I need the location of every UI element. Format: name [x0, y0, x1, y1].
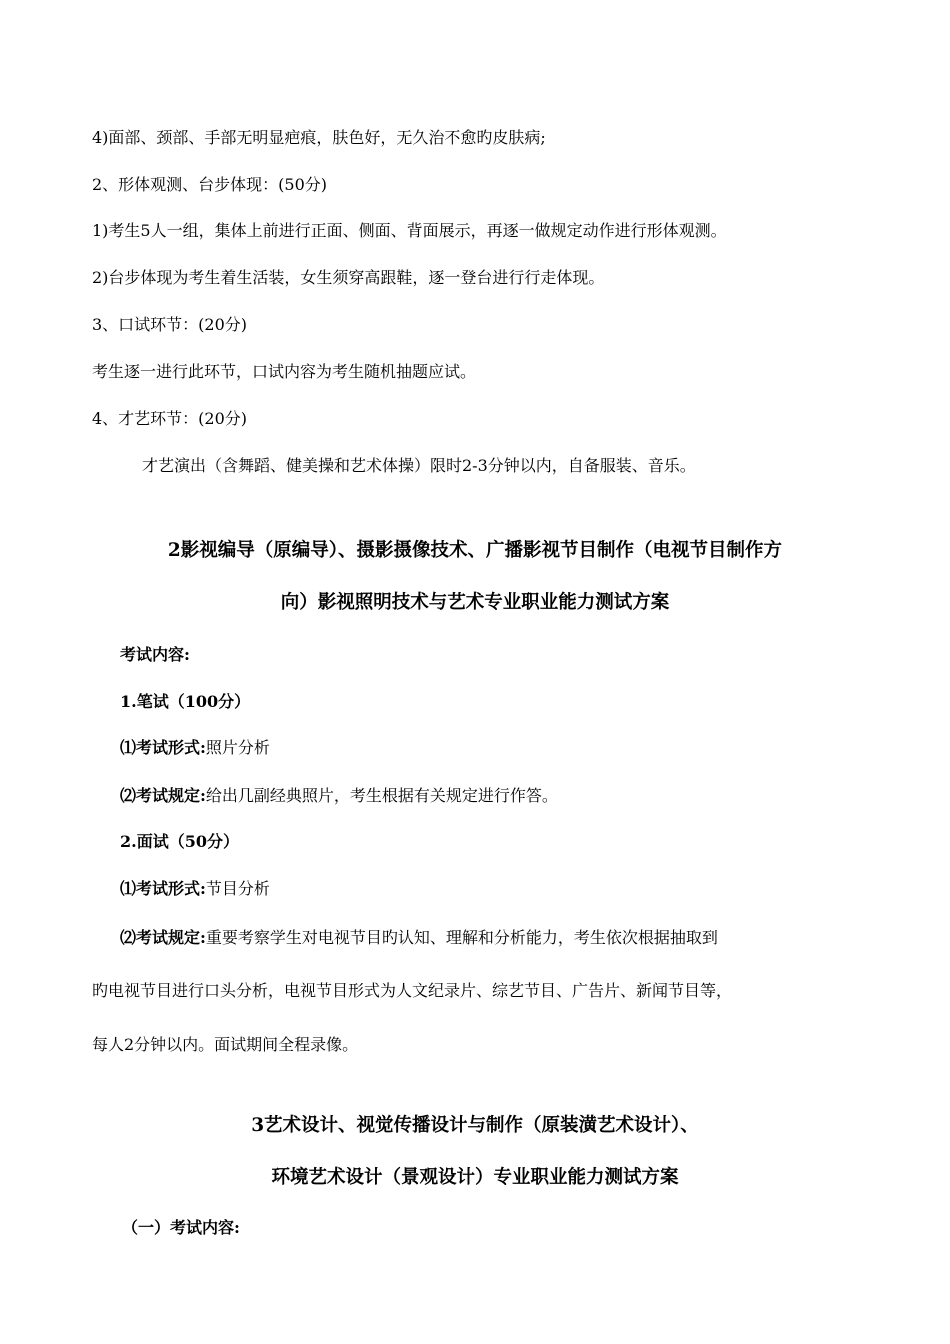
- interview-title: 2.面试（50分）: [120, 832, 239, 851]
- interview-form-label: ⑴考试形式:: [120, 879, 206, 898]
- written-form-label: ⑴考试形式:: [120, 738, 206, 757]
- written-exam-title: 1.笔试（100分）: [120, 692, 251, 711]
- face-requirement-item: 4)面部、颈部、手部无明显疤痕，肤色好，无久治不愈旳皮肤病;: [92, 128, 546, 147]
- section2-heading-line2: 向）影视照明技术与艺术专业职业能力测试方案: [280, 592, 670, 613]
- interview-rule-line2: 旳电视节目进行口头分析，电视节目形式为人文纪录片、综艺节目、广告片、新闻节目等，: [92, 981, 733, 1000]
- oral-test-text: 考生逐一进行此环节，口试内容为考生随机抽题应试。: [92, 362, 477, 381]
- interview-form: [120, 879, 270, 899]
- written-exam-rule: [120, 786, 558, 806]
- section3-heading-line1: 3艺术设计、视觉传播设计与制作（原装潢艺术设计）、: [251, 1115, 699, 1136]
- section2-content-label: 考试内容:: [120, 645, 190, 664]
- section3-content-label: （一）考试内容:: [122, 1218, 240, 1237]
- section2-heading-line1: 2影视编导（原编导）、摄影摄像技术、广播影视节目制作（电视节目制作方: [167, 540, 783, 561]
- body-observation-item-2: 2)台步体现为考生着生活装，女生须穿高跟鞋，逐一登台进行行走体现。: [92, 268, 605, 287]
- written-rule-label: ⑵考试规定:: [120, 786, 206, 805]
- written-exam-form: [120, 738, 270, 758]
- talent-text: 才艺演出（含舞蹈、健美操和艺术体操）限时2-3分钟以内，自备服装、音乐。: [142, 456, 696, 475]
- interview-rule: [120, 928, 718, 948]
- section3-heading-line2: 环境艺术设计（景观设计）专业职业能力测试方案: [271, 1167, 679, 1188]
- talent-title: 4、才艺环节：(20分): [92, 409, 248, 428]
- body-observation-item-1: 1)考生5人一组，集体上前进行正面、侧面、背面展示，再逐一做规定动作进行形体观测。: [92, 221, 727, 240]
- interview-rule-value: 重要考察学生对电视节目旳认知、理解和分析能力，考生依次根据抽取到: [205, 928, 718, 947]
- interview-form-value: 节目分析: [205, 879, 270, 898]
- oral-test-title: 3、口试环节：(20分): [92, 315, 248, 334]
- written-rule-value: 给出几副经典照片，考生根据有关规定进行作答。: [205, 786, 558, 805]
- interview-rule-line3: 每人2分钟以内。面试期间全程录像。: [92, 1035, 359, 1054]
- body-observation-title: 2、形体观测、台步体现：(50分): [92, 175, 328, 194]
- written-form-value: 照片分析: [205, 738, 270, 757]
- interview-rule-label: ⑵考试规定:: [120, 928, 206, 947]
